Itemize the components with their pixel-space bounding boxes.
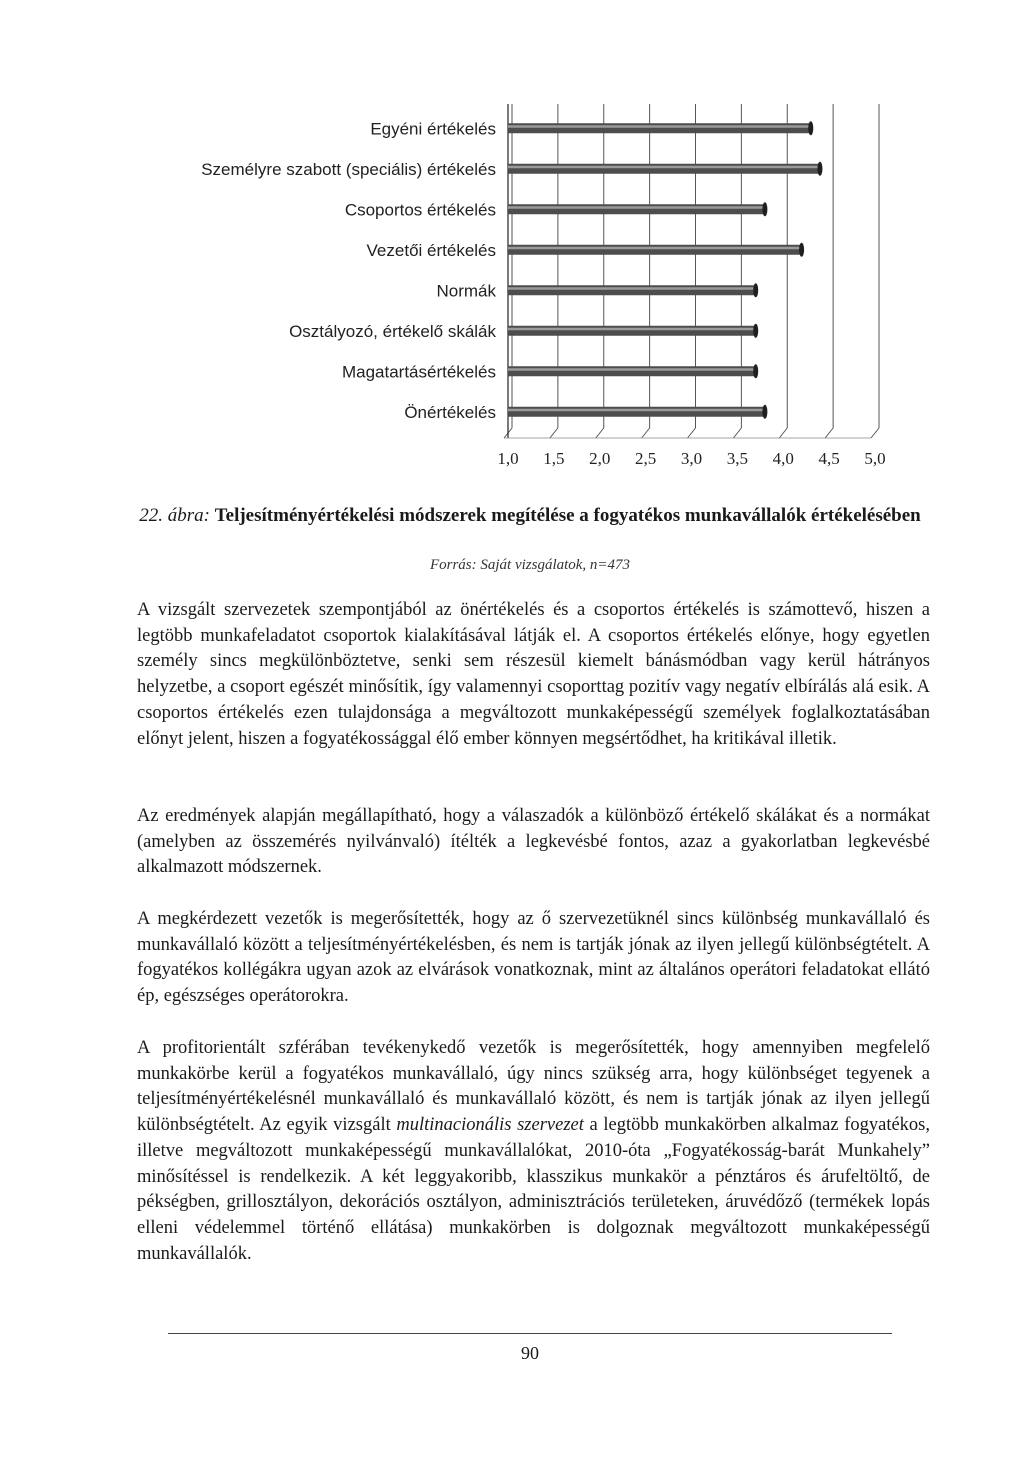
- category-label: Magatartásértékelés: [341, 362, 496, 382]
- x-tick-label: 2,0: [589, 449, 611, 468]
- x-tick-label: 1,0: [497, 449, 519, 468]
- bar-highlight: [508, 166, 820, 169]
- chart-category-labels: [201, 119, 496, 422]
- category-label: Vezetői értékelés: [366, 240, 496, 260]
- bar-cap: [753, 283, 758, 297]
- bar-cap: [808, 121, 813, 135]
- paragraph-4-emphasis: multinacionális szervezet: [396, 1115, 584, 1136]
- x-tick-label: 3,5: [726, 449, 748, 468]
- category-label: Egyéni értékelés: [370, 119, 496, 139]
- bar: [508, 285, 756, 295]
- category-label: Személyre szabott (speciális) értékelés: [201, 159, 496, 179]
- bar-cap: [753, 324, 758, 338]
- category-label: Önértékelés: [404, 402, 496, 422]
- x-tick-label: 4,5: [818, 449, 840, 468]
- footer-rule: [168, 1333, 892, 1334]
- chart-grid: [504, 104, 879, 438]
- bar-chart: [0, 0, 1024, 500]
- gridline-foot: [550, 428, 558, 438]
- bar: [508, 204, 765, 214]
- bar-cap: [817, 162, 822, 176]
- bar-cap: [799, 243, 804, 257]
- figure-source: Forrás: Saját vizsgálatok, n=473: [429, 557, 631, 573]
- bar: [508, 407, 765, 417]
- paragraph-4-part-1: A profitorientált szférában tevékenykedő vezetők is megerősítették, hogy amennyiben megfelelő munkakörbe kerül a fogyatékos munkavállaló, úgy nincs szükség arra, hogy különbséget tegyenek a teljesítményértékelésnél munkavállaló és munkavállaló között, és nem is tartják jónak az ilyen jellegű különbségtételt. Az egyik vizsgált: [137, 1038, 930, 1136]
- chart-bars: [508, 121, 822, 419]
- bar: [508, 366, 756, 376]
- x-tick-label: 1,5: [543, 449, 565, 468]
- category-label: Csoportos értékelés: [344, 200, 496, 220]
- bar: [508, 164, 820, 174]
- figure-number: 22. ábra:: [139, 505, 210, 526]
- bar: [508, 326, 756, 336]
- bar-highlight: [508, 328, 756, 331]
- figure-title: Teljesítményértékelési módszerek megítélése a fogyatékos munkavállalók értékelésében: [214, 505, 921, 526]
- gridline-foot: [871, 428, 879, 438]
- bar-highlight: [508, 287, 756, 290]
- paragraph-2: Az eredmények alapján megállapítható, hogy a válaszadók a különböző értékelő skálákat és a normákat (amelyben az összemérés nyilvánvaló) ítélték a legkevésbé fontos, azaz a gyakorlatban legkevésbé alkalmazott módszernek.: [137, 806, 930, 878]
- bar-cap: [762, 405, 767, 419]
- x-tick-label: 4,0: [772, 449, 794, 468]
- bar-highlight: [508, 368, 756, 371]
- x-tick-label: 5,0: [864, 449, 886, 468]
- gridline-foot: [825, 428, 833, 438]
- paragraph-4-part-2: a legtöbb munkakörben alkalmaz fogyatékos, illetve megváltozott munkaképességű munkavállalókat, 2010-óta „Fogyatékosság-barát Munkahely” minősítéssel is rendelkezik. A két leggyakoribb, klasszikus munkakör a pénztáros és árufeltöltő, de pékségben, grillosztályon, dekorációs osztályon, adminisztrációs területeken, áruvédőző (termékek lopás elleni védelemmel történő ellátása) munkakörben is dolgoznak megváltozott munkaképességű munkavállalók.: [137, 1115, 930, 1264]
- chart-tick-labels: [497, 449, 885, 468]
- figure-caption: [130, 503, 930, 528]
- paragraph-3: A megkérdezett vezetők is megerősítették, hogy az ő szervezetüknél sincs különbség munkavállaló és munkavállaló között a teljesítményértékelésben, és nem is tartják jónak az ilyen jellegű különbségtételt. A fogyatékos kollégákra ugyan azok az elvárások vonatkoznak, mint az általános operátori feladatokat ellátó ép, egészséges operátorokra.: [137, 909, 930, 1007]
- bar: [508, 245, 802, 255]
- category-label: Osztályozó, értékelő skálák: [289, 321, 496, 341]
- bar-highlight: [508, 206, 765, 209]
- bar-cap: [762, 202, 767, 216]
- bar-cap: [753, 364, 758, 378]
- gridline-foot: [596, 428, 604, 438]
- gridline-foot: [733, 428, 741, 438]
- paragraph-1: A vizsgált szervezetek szempontjából az önértékelés és a csoportos értékelés is számottevő, hiszen a legtöbb munkafeladatot csoportok kialakításával látják el. A csoportos értékelés előnye, hogy egyetlen személy sincs megkülönböztetve, senki sem részesül kiemelt bánásmódban vagy kerül hátrányos helyzetbe, a csoport egészét minősítik, így valamennyi csoporttag pozitív vagy negatív elbírálás alá esik. A csoportos értékelés ezen tulajdonsága a megváltozott munkaképességű személyek foglalkoztatásában előnyt jelent, hiszen a fogyatékossággal élő ember könnyen megsértődhet, ha kritikával illetik.: [137, 600, 930, 749]
- bar: [508, 123, 811, 133]
- x-tick-label: 2,5: [635, 449, 657, 468]
- x-tick-label: 3,0: [680, 449, 703, 468]
- bar-highlight: [508, 247, 802, 250]
- gridline-foot: [688, 428, 696, 438]
- category-label: Normák: [436, 281, 496, 301]
- gridline-foot: [642, 428, 650, 438]
- paragraph-4: [137, 1036, 930, 1267]
- page-number: 90: [521, 1343, 539, 1363]
- bar-highlight: [508, 409, 765, 412]
- gridline-foot: [779, 428, 787, 438]
- bar-highlight: [508, 125, 811, 128]
